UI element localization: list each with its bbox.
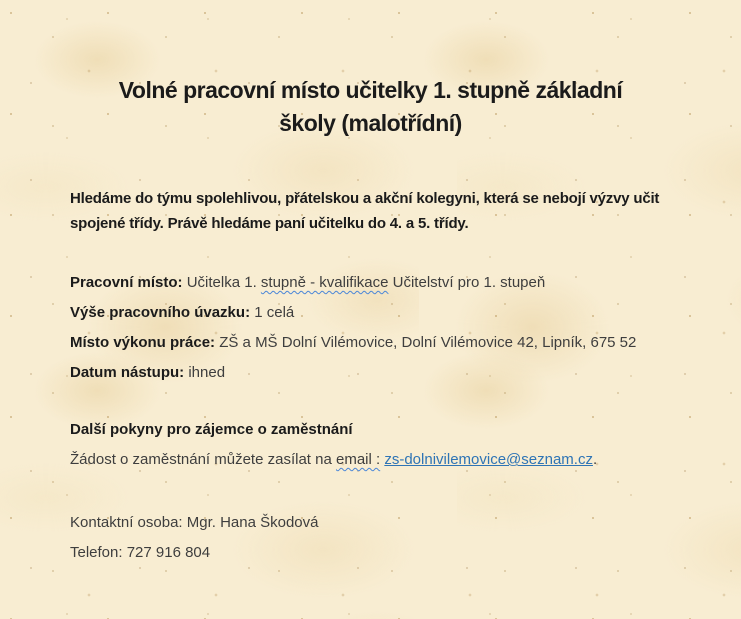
email-link[interactable]: zs-dolnivilemovice@seznam.cz [384,451,593,468]
spellcheck-flagged-text: stupně - kvalifikace [260,274,389,291]
field-label-start-date: Datum nástupu: [70,364,185,381]
field-label-position: Pracovní místo: [70,274,183,291]
job-fields [70,268,689,388]
field-row-position [70,268,689,298]
field-value-workplace: ZŠ a MŠ Dolní Vilémovice, Dolní Vilémovice 42, Lipník, 675 52 [219,334,637,351]
phone-number: Telefon: 727 916 804 [70,544,211,561]
field-row-start-date [70,358,689,388]
title-line-1: Volné pracovní místo učitelky 1. stupně základní [118,77,623,103]
position-value-pre: Učitelka 1. [186,274,257,291]
intro-line-2: spojené třídy. Právě hledáme paní učitelku do 4. a 5. třídy. [70,215,469,232]
spellcheck-flagged-email-word: email : [335,451,381,468]
application-text-post: . [592,451,598,468]
field-label-workload: Výše pracovního úvazku: [70,304,251,321]
position-value-post: Učitelství pro 1. stupeň [392,274,546,291]
title-line-2: školy (malotřídní) [279,110,462,136]
intro-line-1: Hledáme do týmu spolehlivou, přátelskou a akční kolegyni, která se nebojí výzvy učit [70,190,660,207]
field-value-position [187,274,546,291]
application-text-pre: Žádost o zaměstnání můžete zasílat na [70,451,332,468]
section-heading-instructions: Další pokyny pro zájemce o zaměstnání [70,421,353,438]
field-value-start-date: ihned [188,364,226,381]
field-row-workload [70,298,689,328]
intro-paragraph [70,186,689,236]
field-label-workplace: Místo výkonu práce: [70,334,216,351]
field-row-workplace [70,328,689,358]
page-title [0,0,741,140]
application-instruction [70,445,689,475]
field-value-workload: 1 celá [254,304,295,321]
contact-person: Kontaktní osoba: Mgr. Hana Škodová [70,514,319,531]
